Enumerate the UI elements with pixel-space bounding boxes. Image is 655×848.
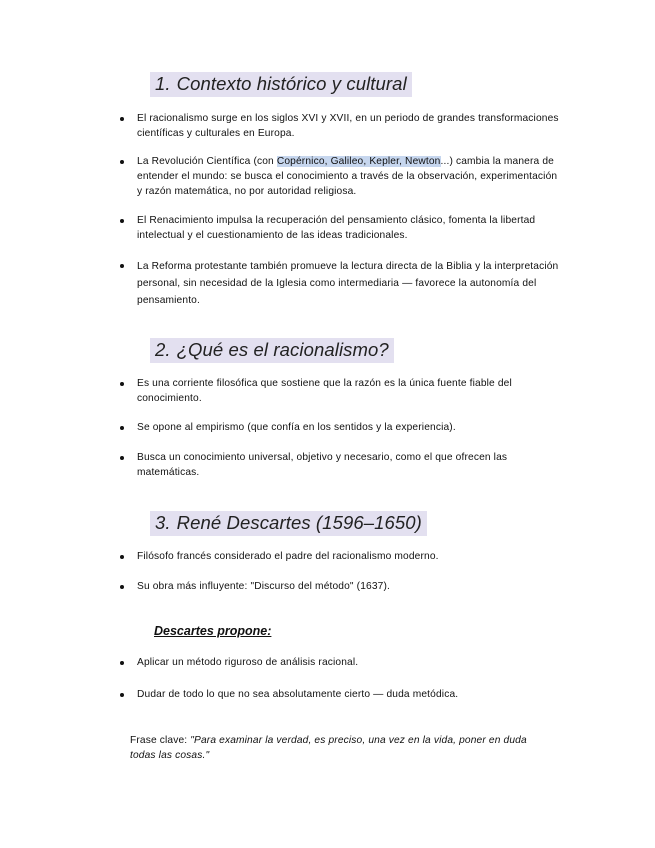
list-item: Su obra más influyente: "Discurso del método" (1637). xyxy=(120,579,560,594)
section-3-heading xyxy=(150,511,427,536)
list-item: Se opone al empirismo (que confía en los sentidos y la experiencia). xyxy=(120,420,560,435)
list-item: Busca un conocimiento universal, objetivo y necesario, como el que ofrecen las matemáticas. xyxy=(120,450,560,480)
section-2-heading xyxy=(150,338,394,363)
list-item: La Reforma protestante también promueve la lectura directa de la Biblia y la interpretación personal, sin necesidad de la Iglesia como intermediaria — favorece la autonomía del pensamiento. xyxy=(120,258,560,309)
section-3-title: René Descartes (1596–1650) xyxy=(176,512,422,533)
list-item: Filósofo francés considerado el padre del racionalismo moderno. xyxy=(120,549,560,564)
key-quote xyxy=(130,733,550,763)
list-item-text: ...) cambia la manera de entender el mundo: se busca el conocimiento a través de la observación, experimentación y razón matemática, no por autoridad religiosa. xyxy=(137,156,558,197)
list-item: El Renacimiento impulsa la recuperación del pensamiento clásico, fomenta la libertad intelectual y el cuestionamiento de las ideas tradicionales. xyxy=(120,213,560,243)
list-item: El racionalismo surge en los siglos XVI y XVII, en un periodo de grandes transformaciones científicas y culturales en Europa. xyxy=(120,111,560,141)
section-1-number: 1. xyxy=(155,73,171,94)
list-item xyxy=(120,154,560,199)
highlighted-text: Copérnico, Galileo, Kepler, Newton xyxy=(276,156,441,167)
list-item: Aplicar un método riguroso de análisis racional. xyxy=(120,655,560,670)
quote-text: "Para examinar la verdad, es preciso, una vez en la vida, poner en duda todas las cosas." xyxy=(130,735,527,761)
section-1-title: Contexto histórico y cultural xyxy=(176,73,407,94)
section-2-title: ¿Qué es el racionalismo? xyxy=(176,339,389,360)
list-item: Es una corriente filosófica que sostiene que la razón es la única fuente fiable del conocimiento. xyxy=(120,376,560,406)
subsection-title: Descartes propone: xyxy=(154,624,272,638)
section-3-number: 3. xyxy=(155,512,171,533)
section-1-heading xyxy=(150,72,412,97)
list-item-text: La Revolución Científica (con xyxy=(137,156,277,167)
section-2-number: 2. xyxy=(155,339,171,360)
list-item: Dudar de todo lo que no sea absolutamente cierto — duda metódica. xyxy=(120,687,560,702)
quote-label: Frase clave: xyxy=(130,735,191,746)
